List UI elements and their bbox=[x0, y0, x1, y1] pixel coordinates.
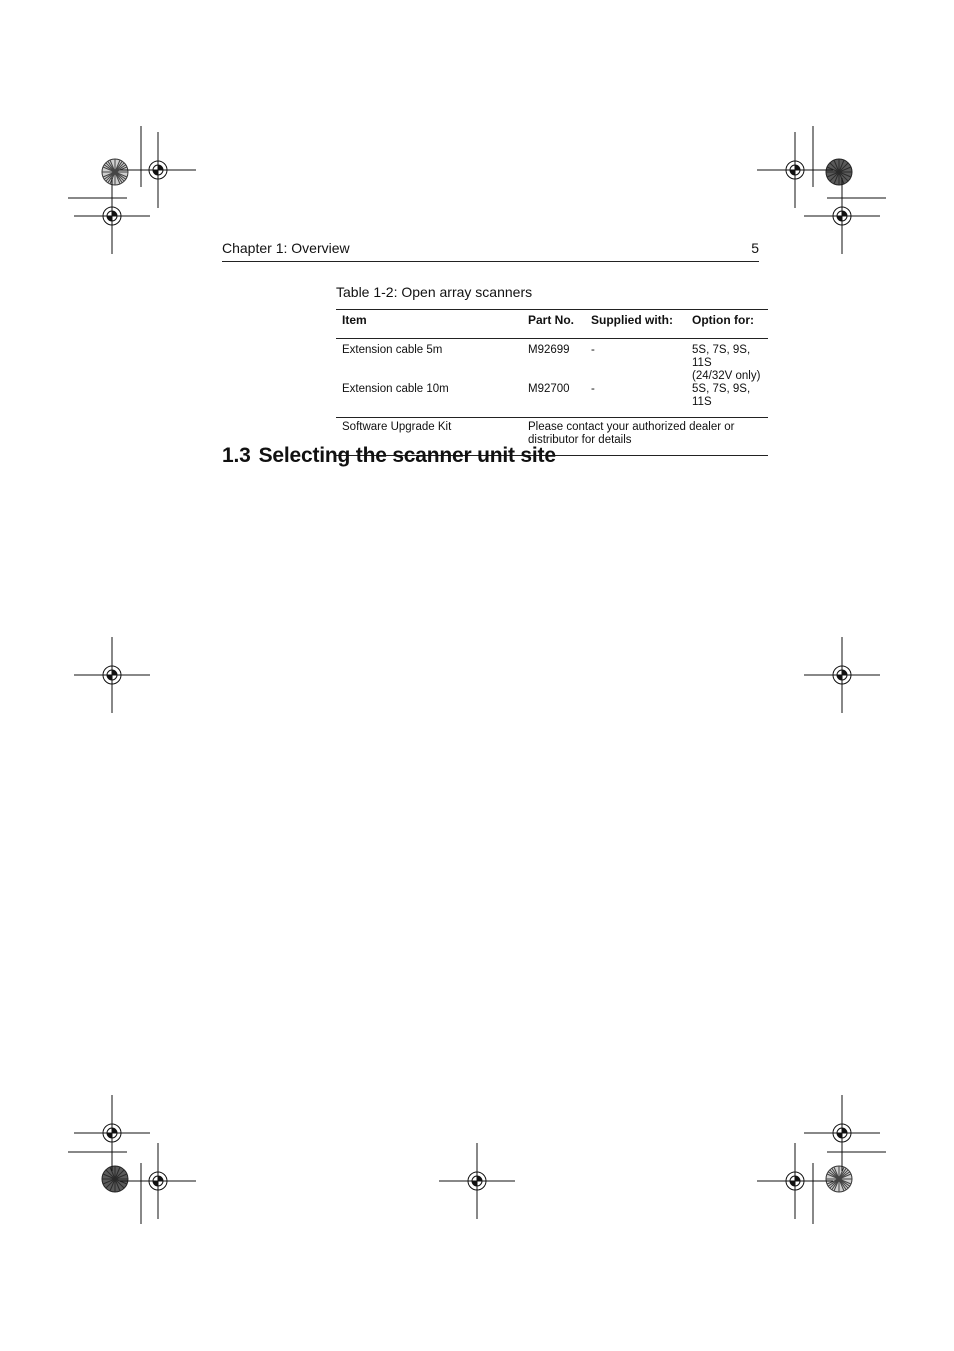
section-number: 1.3 bbox=[222, 444, 251, 467]
crosshair-circle-icon bbox=[120, 1143, 196, 1219]
crosshair-circle-icon bbox=[74, 637, 150, 713]
table-row bbox=[336, 339, 768, 384]
crosshair-circle-icon bbox=[804, 178, 880, 254]
running-head bbox=[222, 238, 759, 262]
table-row bbox=[336, 383, 768, 418]
crosshair-circle-icon bbox=[120, 132, 196, 208]
cell-supplied-with: - bbox=[585, 383, 686, 418]
table-caption: Table 1-2: Open array scanners bbox=[336, 284, 533, 300]
starburst-disc-icon bbox=[826, 1166, 852, 1192]
cell-supplied-with: - bbox=[591, 344, 595, 356]
crosshair-circle-icon bbox=[804, 637, 880, 713]
cell-part-no: M92699 bbox=[528, 344, 570, 356]
cell-option-for: 5S, 7S, 9S, 11S bbox=[686, 383, 768, 418]
column-header-part-no: Part No. bbox=[522, 310, 585, 339]
crosshair-circle-icon bbox=[804, 1095, 880, 1171]
cell-note bbox=[522, 418, 768, 456]
crosshair-circle-icon bbox=[439, 1143, 515, 1219]
starburst-disc-icon bbox=[102, 159, 128, 185]
column-header-supplied-with: Supplied with: bbox=[585, 310, 686, 339]
column-header-option-for: Option for: bbox=[686, 310, 768, 339]
open-array-scanners-table bbox=[336, 309, 768, 456]
starburst-disc-icon bbox=[826, 159, 852, 185]
note-line: Please contact your authorized dealer or bbox=[528, 421, 735, 433]
column-header-item: Item bbox=[336, 310, 522, 339]
section-title: Selecting the scanner unit site bbox=[258, 444, 556, 467]
section-heading bbox=[222, 444, 556, 468]
crosshair-circle-icon bbox=[74, 178, 150, 254]
cell-option-for bbox=[686, 339, 768, 384]
option-line: 5S, 7S, 9S, 11S bbox=[692, 344, 751, 369]
cell-item: Extension cable 10m bbox=[336, 383, 522, 418]
page-number: 5 bbox=[751, 240, 759, 256]
starburst-disc-icon bbox=[102, 1166, 128, 1192]
crosshair-circle-icon bbox=[757, 132, 833, 208]
cell-item: Software Upgrade Kit bbox=[336, 418, 522, 456]
chapter-title: Chapter 1: Overview bbox=[222, 240, 350, 256]
option-line: (24/32V only) bbox=[692, 370, 761, 382]
crosshair-circle-icon bbox=[757, 1143, 833, 1219]
cell-part-no: M92700 bbox=[522, 383, 585, 418]
table-header-row bbox=[336, 310, 768, 339]
crosshair-circle-icon bbox=[74, 1095, 150, 1171]
cell-item: Extension cable 5m bbox=[342, 344, 443, 356]
note-line: distributor for details bbox=[528, 434, 632, 446]
